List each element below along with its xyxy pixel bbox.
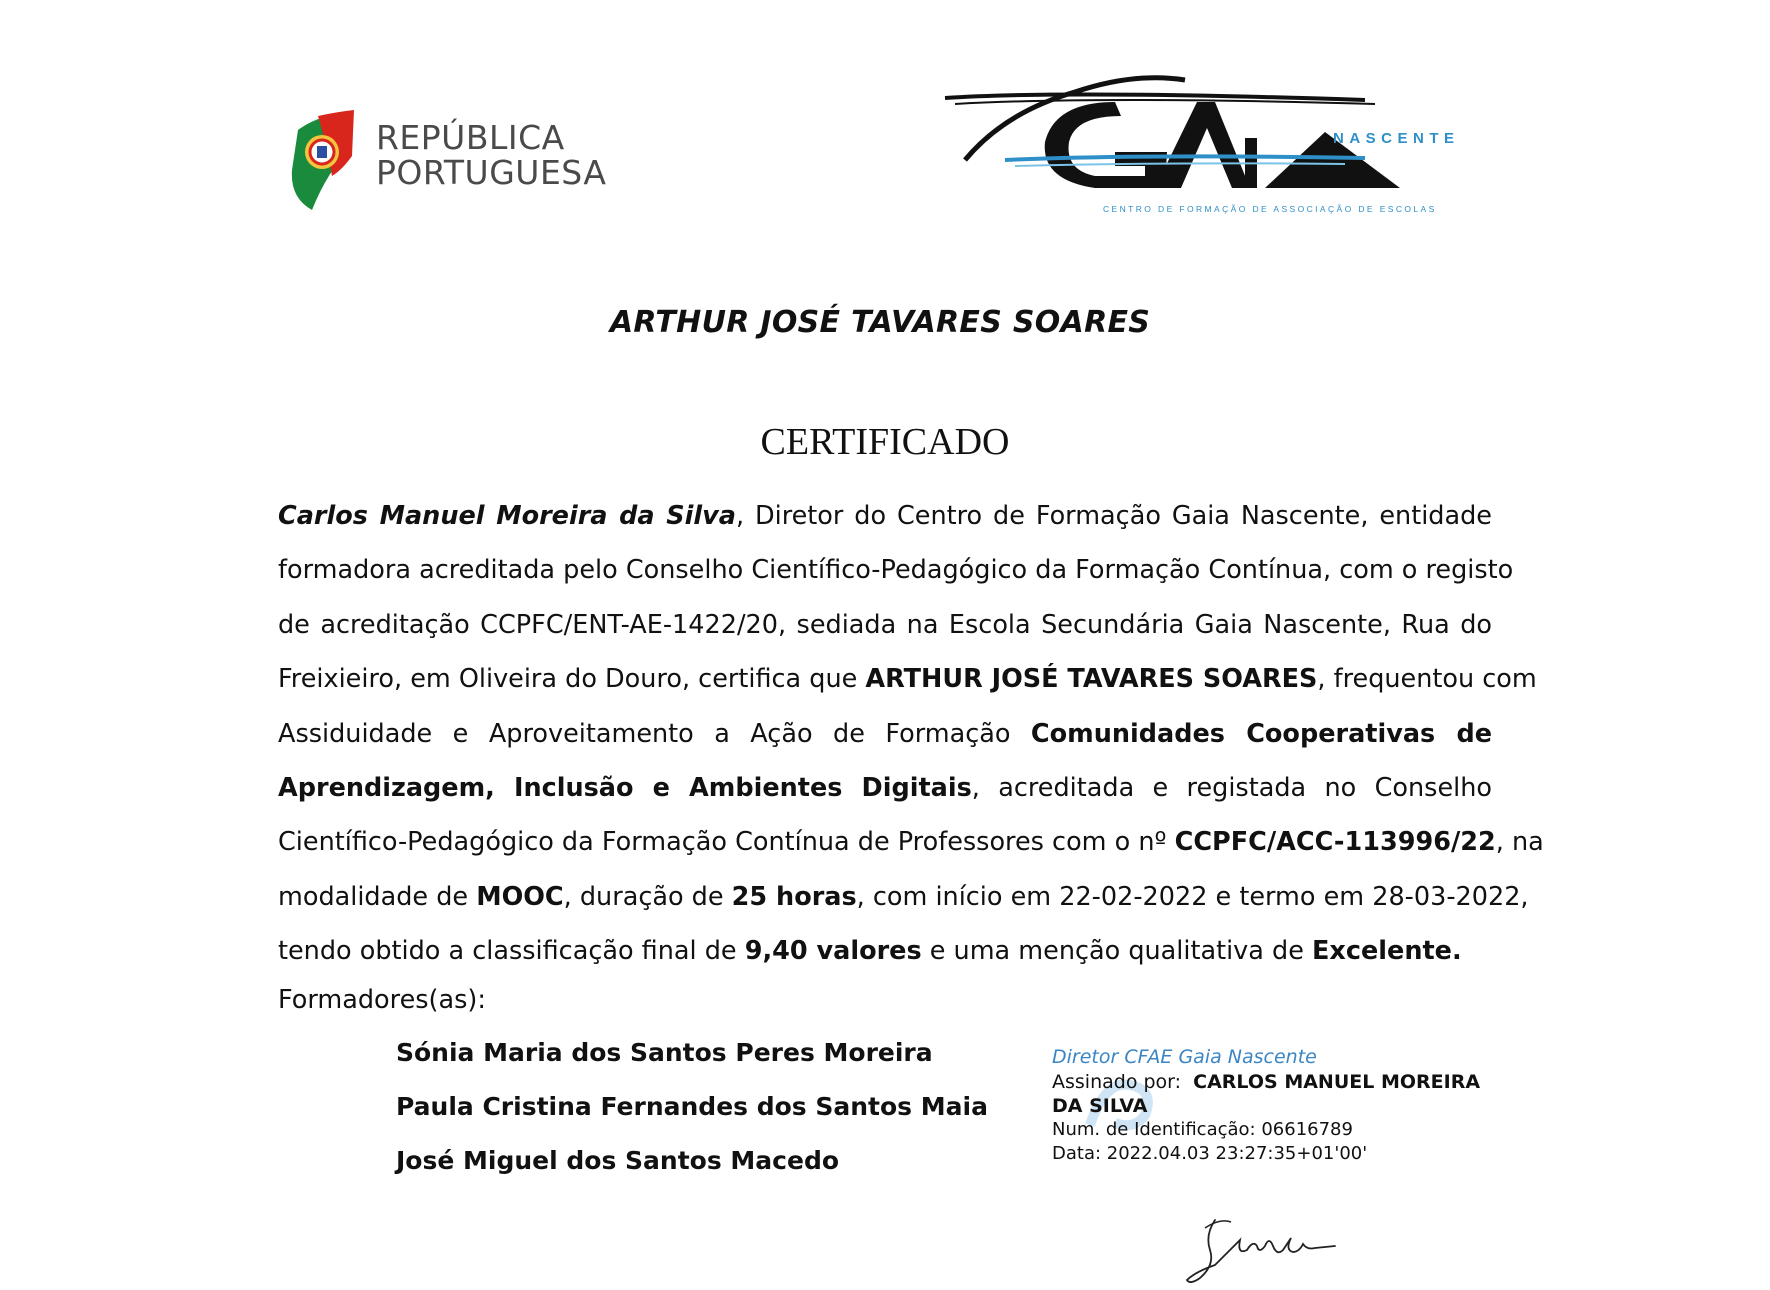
digital-signature-block [1052, 1046, 1502, 1166]
body-text-segment: modalidade de [278, 881, 477, 912]
signature-id: Num. de Identificação: 06616789 [1052, 1119, 1353, 1140]
body-line [278, 924, 1492, 978]
republica-line1: REPÚBLICA [376, 118, 565, 157]
body-text-segment: , frequentou com [1317, 664, 1537, 695]
body-line [278, 815, 1544, 869]
body-text-segment: Freixieiro, em Oliveira do Douro, certifica que [278, 664, 866, 695]
duration: 25 horas [731, 881, 857, 912]
body-line [278, 543, 1514, 597]
republica-line2: PORTUGUESA [376, 153, 607, 192]
body-line [278, 870, 1529, 924]
signature-role: Diretor CFAE Gaia Nascente [1052, 1046, 1317, 1068]
student-name: ARTHUR JOSÉ TAVARES SOARES [865, 664, 1318, 695]
gaia-nascente-logo [945, 72, 1485, 222]
student-heading: ARTHUR JOSÉ TAVARES SOARES [609, 305, 1151, 340]
course-name-part2: Aprendizagem, Inclusão e Ambientes Digitais [278, 772, 972, 803]
signature-signed-by [1052, 1070, 1502, 1118]
body-line [278, 598, 1492, 652]
gaia-subtitle: CENTRO DE FORMAÇÃO DE ASSOCIAÇÃO DE ESCOLAS [1103, 204, 1437, 214]
trainer-name: Sónia Maria dos Santos Peres Moreira [396, 1038, 933, 1067]
certificate-title: CERTIFICADO [760, 421, 1010, 463]
director-name: Carlos Manuel Moreira da Silva [278, 501, 736, 531]
body-text-segment: Científico-Pedagógico da Formação Contínua de Professores com o nº [278, 827, 1175, 858]
body-text-segment: tendo obtido a classificação final de [278, 936, 745, 967]
body-text-segment: , Diretor do Centro de Formação Gaia Nascente, entidade [735, 501, 1492, 531]
trainer-name: José Miguel dos Santos Macedo [396, 1146, 840, 1175]
final-grade: 9,40 valores [744, 936, 922, 967]
trainers-label: Formadores(as): [278, 985, 486, 1015]
signed-by-label: Assinado por: [1052, 1071, 1182, 1093]
body-text-segment: , com início em 22-02-2022 e termo em 28-03-2022, [856, 881, 1529, 912]
gaia-wordmark-icon [945, 72, 1485, 222]
body-text-segment: formadora acreditada pelo Conselho Científico-Pedagógico da Formação Contínua, com o registo [278, 555, 1514, 586]
course-name-part1: Comunidades Cooperativas de [1030, 718, 1492, 749]
body-line [278, 707, 1492, 761]
body-line [278, 489, 1492, 543]
gaia-nascente-text: NASCENTE [1333, 130, 1460, 147]
body-text-segment: e uma menção qualitativa de [921, 936, 1312, 967]
handwritten-signature-icon [1165, 1210, 1340, 1290]
body-text-segment: , na [1495, 827, 1544, 858]
body-text-segment: de acreditação CCPFC/ENT-AE-1422/20, sediada na Escola Secundária Gaia Nascente, Rua do [278, 609, 1492, 640]
portuguese-emblem-icon [288, 110, 363, 210]
signed-by-name: CARLOS MANUEL MOREIRA DA SILVA [1052, 1071, 1481, 1117]
certificate-body [278, 489, 1544, 979]
body-line [278, 652, 1537, 706]
modality: MOOC [476, 881, 564, 912]
signature-date: Data: 2022.04.03 23:27:35+01'00' [1052, 1143, 1368, 1164]
body-text-segment: , acreditada e registada no Conselho [971, 772, 1492, 803]
trainer-name: Paula Cristina Fernandes dos Santos Maia [396, 1092, 988, 1121]
accreditation-number: CCPFC/ACC-113996/22 [1174, 827, 1496, 858]
qualitative-mention: Excelente. [1312, 936, 1462, 967]
body-line [278, 761, 1492, 815]
republica-portuguesa-logo [288, 110, 618, 210]
body-text-segment: , duração de [563, 881, 732, 912]
body-text-segment: Assiduidade e Aproveitamento a Ação de Formação [278, 718, 1031, 749]
